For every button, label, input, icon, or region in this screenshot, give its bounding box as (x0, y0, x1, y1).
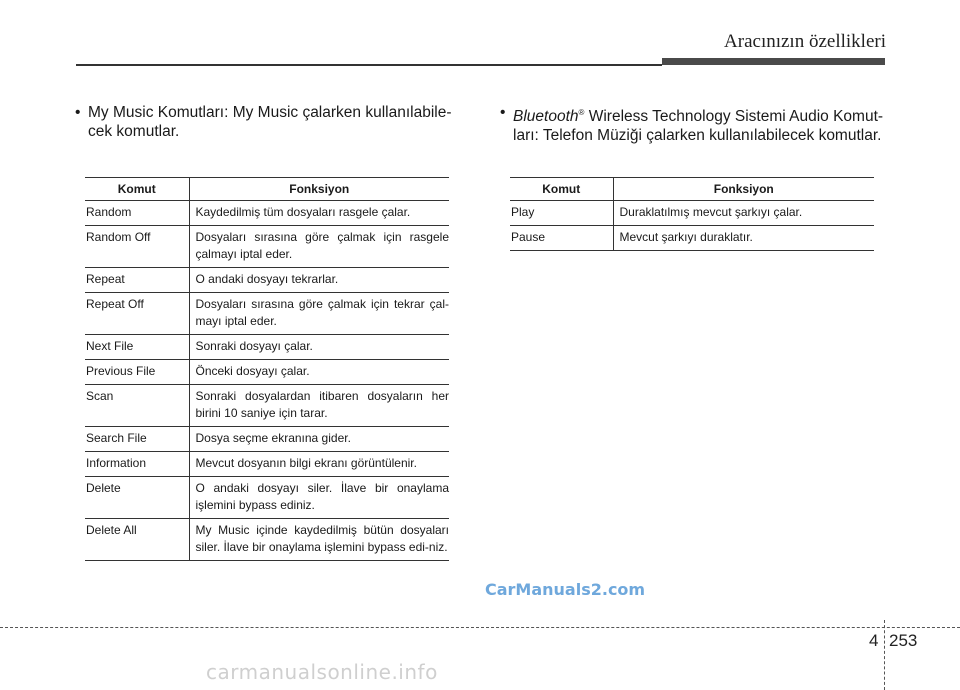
page-number: 253 (889, 631, 918, 650)
table-row (85, 226, 449, 268)
table-row (85, 201, 449, 226)
column-header-function: Fonksiyon (613, 178, 874, 201)
function-cell: O andaki dosyayı siler. İlave bir onaylama işlemini bypass ediniz. (189, 477, 449, 519)
table-header-row (510, 178, 874, 201)
command-cell: Information (85, 452, 189, 477)
command-cell: Delete All (85, 519, 189, 561)
command-cell: Pause (510, 226, 613, 251)
my-music-intro (75, 103, 468, 141)
table-row (85, 268, 449, 293)
function-cell: Önceki dosyayı çalar. (189, 360, 449, 385)
command-cell: Next File (85, 335, 189, 360)
command-cell: Previous File (85, 360, 189, 385)
header-rule (76, 64, 662, 66)
table-row (85, 477, 449, 519)
table-row (85, 427, 449, 452)
chapter-number: 4 (869, 631, 879, 650)
column-header-command: Komut (510, 178, 613, 201)
my-music-commands-table (85, 177, 449, 561)
table-row (510, 226, 874, 251)
function-cell: Sonraki dosyalardan itibaren dosyaların her birini 10 saniye için tarar. (189, 385, 449, 427)
function-cell: My Music içinde kaydedilmiş bütün dosyaları siler. İlave bir onaylama işlemini bypass edi-niz. (189, 519, 449, 561)
function-cell: Mevcut dosyanın bilgi ekranı görüntülenir. (189, 452, 449, 477)
table-header-row (85, 178, 449, 201)
table-row (85, 335, 449, 360)
function-cell: Sonraki dosyayı çalar. (189, 335, 449, 360)
command-cell: Repeat Off (85, 293, 189, 335)
registered-mark: ® (578, 108, 585, 117)
command-cell: Repeat (85, 268, 189, 293)
column-header-command: Komut (85, 178, 189, 201)
bluetooth-brand: Bluetooth (513, 108, 579, 126)
command-cell: Random (85, 201, 189, 226)
table-row (85, 452, 449, 477)
intro-line: ları: Telefon Müziği çalarken kullanılabilecek komutlar. (513, 127, 882, 145)
function-cell: Dosya seçme ekranına gider. (189, 427, 449, 452)
table-row (85, 519, 449, 561)
header-rule-accent (662, 58, 885, 65)
footer-dashed-rule (0, 627, 960, 628)
footer-site-mark: carmanualsonline.info (206, 660, 438, 684)
command-cell: Random Off (85, 226, 189, 268)
bluetooth-audio-intro (500, 103, 893, 145)
function-cell: O andaki dosyayı tekrarlar. (189, 268, 449, 293)
page-header-title: Aracınızın özellikleri (724, 31, 886, 52)
bluetooth-audio-commands-table (510, 177, 874, 251)
footer-dashed-divider (884, 620, 885, 690)
table-row (510, 201, 874, 226)
function-cell: Dosyaları sırasına göre çalmak için tekrar çal-mayı iptal eder. (189, 293, 449, 335)
function-cell: Duraklatılmış mevcut şarkıyı çalar. (613, 201, 874, 226)
table-row (85, 293, 449, 335)
bullet: • (75, 104, 81, 121)
watermark-link[interactable]: CarManuals2.com (485, 580, 646, 599)
intro-line: Wireless Technology Sistemi Audio Komut- (584, 108, 884, 126)
command-cell: Play (510, 201, 613, 226)
function-cell: Kaydedilmiş tüm dosyaları rasgele çalar. (189, 201, 449, 226)
intro-line: cek komutlar. (88, 123, 180, 140)
column-header-function: Fonksiyon (189, 178, 449, 201)
command-cell: Search File (85, 427, 189, 452)
table-row (85, 360, 449, 385)
intro-line: My Music Komutları: My Music çalarken kullanılabile- (88, 104, 452, 121)
function-cell: Mevcut şarkıyı duraklatır. (613, 226, 874, 251)
function-cell: Dosyaları sırasına göre çalmak için rasgele çalmayı iptal eder. (189, 226, 449, 268)
bullet: • (500, 104, 506, 121)
command-cell: Delete (85, 477, 189, 519)
command-cell: Scan (85, 385, 189, 427)
table-row (85, 385, 449, 427)
